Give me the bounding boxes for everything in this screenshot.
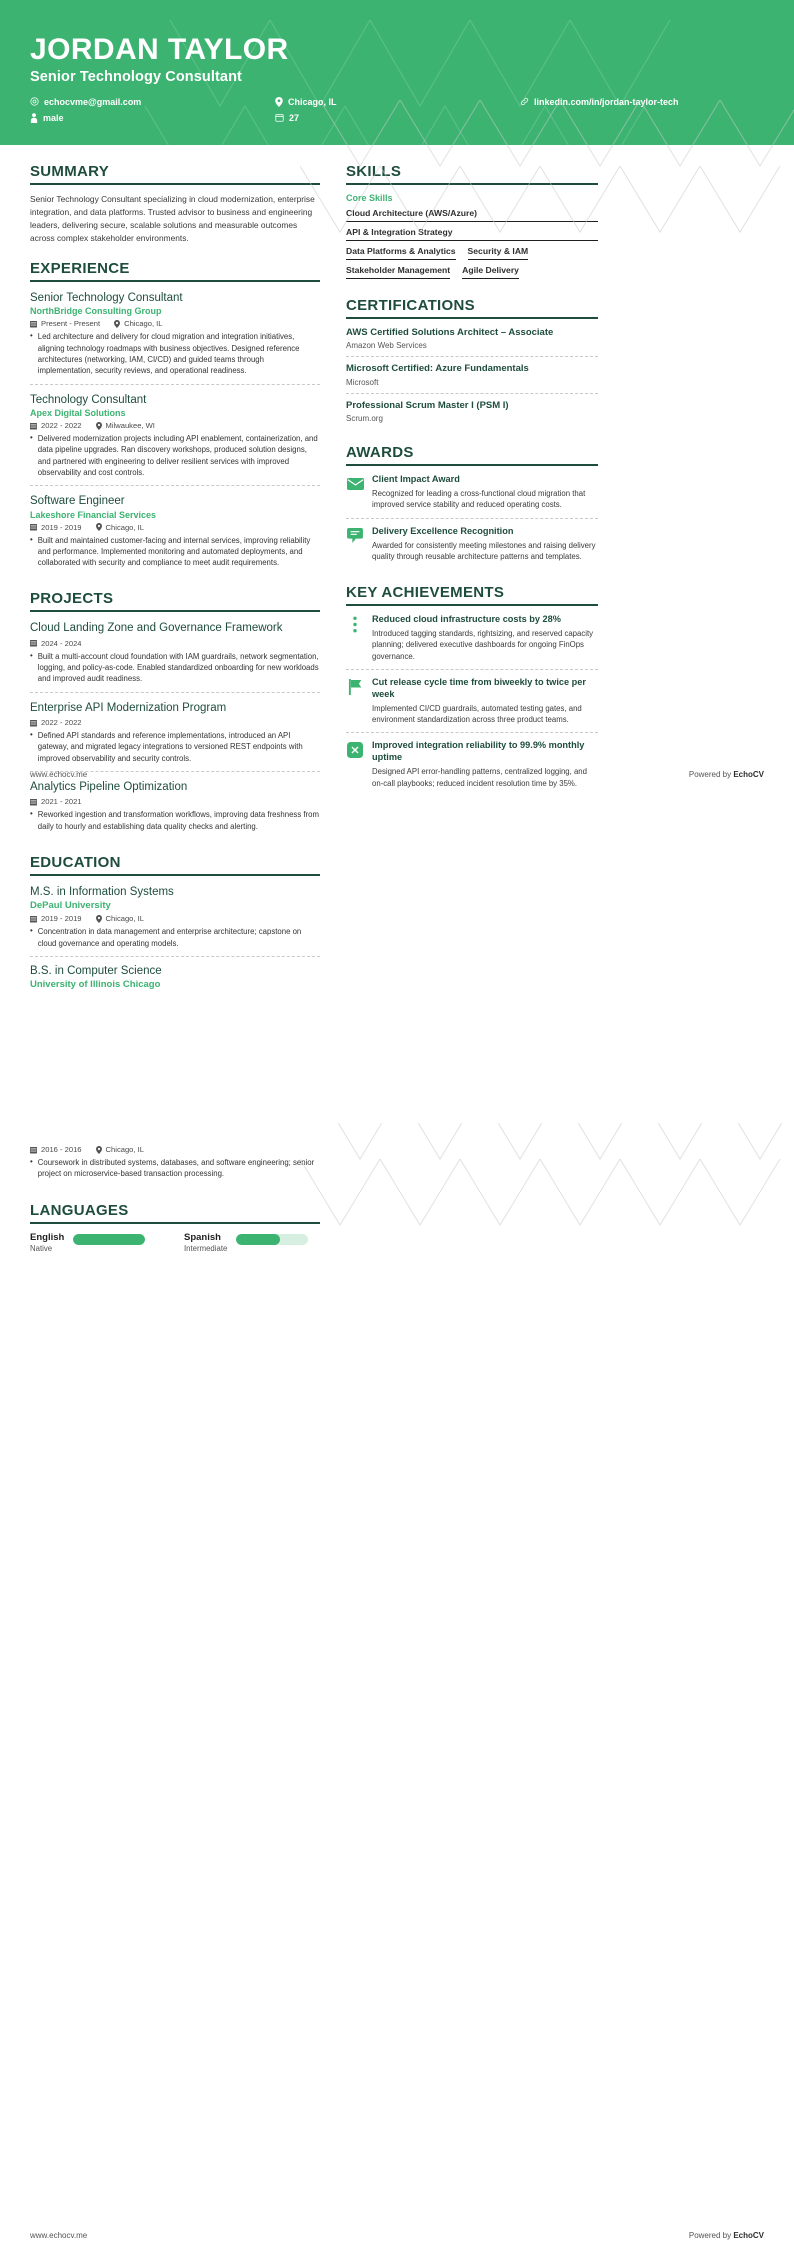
education-dates-value: 2016 - 2016: [41, 1145, 82, 1154]
project-dates: [30, 639, 82, 648]
experience-description: [30, 535, 320, 569]
award-name: Client Impact Award: [372, 474, 460, 485]
project-title: Cloud Landing Zone and Governance Framework: [30, 622, 283, 635]
left-column: [30, 145, 320, 1005]
footer-powered-prefix: Powered by: [688, 2231, 734, 2240]
certification-item: [346, 363, 598, 393]
experience-meta: [30, 523, 320, 532]
project-meta: [30, 797, 320, 806]
skill-chip: Data Platforms & Analytics: [346, 244, 456, 260]
certification-issuer: Scrum.org: [346, 414, 383, 424]
contact-location-value: Chicago, IL: [288, 96, 337, 107]
language-level: Intermediate: [184, 1243, 228, 1253]
education-institution: DePaul University: [30, 900, 111, 912]
experience-organization: NorthBridge Consulting Group: [30, 306, 162, 317]
project-title: Analytics Pipeline Optimization: [30, 780, 188, 793]
contact-location: [275, 97, 520, 107]
project-meta: [30, 639, 320, 648]
envelope-icon: [346, 475, 364, 493]
summary-heading: SUMMARY: [30, 163, 320, 185]
certifications-heading: CERTIFICATIONS: [346, 297, 598, 319]
footer-powered-brand: EchoCV: [733, 2231, 764, 2240]
link-icon: [520, 97, 529, 106]
project-meta: [30, 718, 320, 727]
skill-chip: Security & IAM: [468, 244, 529, 260]
education-meta: [30, 914, 320, 923]
education-description: [30, 926, 320, 949]
experience-location: [96, 421, 155, 430]
calendar-icon: [30, 719, 37, 727]
projects-heading: PROJECTS: [30, 590, 320, 612]
skill-chip: Stakeholder Management: [346, 263, 450, 279]
language-level: Native: [30, 1243, 53, 1253]
experience-dates-value: 2022 - 2022: [41, 421, 82, 430]
education-dates: [30, 914, 82, 923]
language-proficiency-bar: [73, 1234, 145, 1245]
experience-heading: EXPERIENCE: [30, 260, 320, 282]
key-achievement-item: [346, 740, 598, 796]
project-dates-value: 2024 - 2024: [41, 638, 82, 648]
language-item: [184, 1232, 320, 1253]
footer-powered-prefix: Powered by: [688, 770, 734, 779]
experience-description-text: Built and maintained customer-facing and internal services, improving reliability and performance. Implemented monitoring and automated deployments, and collaborated with security and compliance to meet audit requirements.: [37, 535, 311, 568]
experience-item: [30, 493, 320, 575]
contact-email[interactable]: [30, 97, 275, 107]
location-icon: [114, 320, 120, 328]
skills-heading: SKILLS: [346, 163, 598, 185]
footer-powered: [689, 770, 764, 779]
experience-location: [96, 523, 144, 532]
section-skills: [346, 163, 598, 282]
section-projects: [30, 590, 320, 839]
contact-email-value: echocvme@gmail.com: [44, 96, 142, 107]
location-icon: [96, 915, 102, 923]
calendar-icon: [30, 1146, 37, 1154]
education-item: [30, 1141, 320, 1187]
education-meta: [30, 1145, 320, 1154]
location-icon: [96, 422, 102, 430]
award-description: Awarded for consistently meeting milestones and raising delivery quality through reusable architecture patterns and templates.: [372, 540, 596, 561]
footer-site[interactable]: www.echocv.me: [30, 770, 88, 779]
education-location: [96, 1145, 144, 1154]
experience-dates-value: 2019 - 2019: [41, 522, 82, 532]
close-circle-icon: [346, 741, 364, 759]
award-item: [346, 526, 598, 570]
experience-meta: [30, 319, 320, 328]
certification-issuer: Microsoft: [346, 377, 379, 387]
certification-issuer: Amazon Web Services: [346, 341, 427, 351]
key-achievement-description: Introduced tagging standards, rightsizing, and reserved capacity planning; delivered executive dashboards for ongoing FinOps governance.: [372, 629, 594, 661]
flag-icon: [346, 678, 364, 696]
contact-linkedin-value: linkedin.com/in/jordan-taylor-tech: [534, 96, 679, 107]
key-achievement-item: [346, 614, 598, 670]
project-description: [30, 730, 320, 764]
project-dates-value: 2021 - 2021: [41, 797, 82, 807]
bullet-icon: •: [30, 433, 33, 442]
project-item: [30, 779, 320, 839]
project-description-text: Defined API standards and reference implementations, introduced an API gateway, and migrated legacy integrations to versioned REST endpoints with improved observability and security controls.: [37, 731, 303, 763]
certification-name: AWS Certified Solutions Architect – Associate: [346, 327, 554, 338]
skill-chip: API & Integration Strategy: [346, 225, 598, 241]
education-degree: M.S. in Information Systems: [30, 885, 174, 898]
bullet-icon: •: [30, 926, 33, 936]
section-languages: [30, 1202, 320, 1253]
contact-age-value: 27: [289, 112, 300, 123]
skill-chip: Cloud Architecture (AWS/Azure): [346, 206, 598, 222]
education-degree: B.S. in Computer Science: [30, 964, 162, 977]
experience-location-value: Chicago, IL: [105, 522, 144, 532]
section-education: [30, 854, 320, 990]
header-contact-list: [30, 97, 764, 123]
project-dates: [30, 797, 82, 806]
summary-text: Senior Technology Consultant specializing in cloud modernization, enterprise integration, and data platforms. Trusted advisor to business and engineering leaders, delivering secure, scalable solutions and measurable outcomes across complex stakeholder environments.: [30, 194, 315, 244]
footer-powered-brand: EchoCV: [733, 770, 764, 779]
skills-group-label: Core Skills: [346, 193, 393, 203]
languages-list: [30, 1232, 320, 1253]
key-achievement-item: [346, 677, 598, 734]
calendar-icon: [30, 422, 37, 430]
experience-location: [114, 319, 162, 328]
project-description: [30, 809, 320, 832]
experience-meta: [30, 421, 320, 430]
key-achievements-heading: KEY ACHIEVEMENTS: [346, 584, 598, 606]
education-dates-value: 2019 - 2019: [41, 914, 82, 924]
section-experience: [30, 260, 320, 575]
award-description: Recognized for leading a cross-functional cloud migration that improved service stability and reduced operating costs.: [372, 488, 586, 510]
section-key-achievements: [346, 584, 598, 796]
experience-location-value: Chicago, IL: [124, 319, 163, 329]
project-dates-value: 2022 - 2022: [41, 718, 82, 728]
experience-dates: [30, 421, 82, 430]
section-education-continued: [30, 1141, 320, 1187]
page-title: JORDAN TAYLOR: [30, 33, 289, 66]
education-item: [30, 884, 320, 957]
bullet-icon: •: [30, 650, 33, 660]
footer-site[interactable]: www.echocv.me: [30, 2231, 88, 2240]
experience-location-value: Milwaukee, WI: [105, 421, 155, 430]
skill-chip: Agile Delivery: [462, 263, 519, 279]
person-icon: [30, 113, 38, 123]
project-title: Enterprise API Modernization Program: [30, 701, 227, 714]
section-awards: [346, 444, 598, 569]
language-name: English: [30, 1231, 65, 1243]
project-dates: [30, 718, 82, 727]
certification-name: Microsoft Certified: Azure Fundamentals: [346, 363, 529, 375]
education-dates: [30, 1145, 82, 1154]
section-summary: [30, 163, 320, 245]
bullet-icon: •: [30, 809, 33, 819]
experience-dates: [30, 523, 82, 532]
calendar-icon: [30, 798, 37, 806]
experience-description: [30, 331, 320, 376]
award-item: [346, 474, 598, 519]
left-column-page2: [30, 1123, 320, 1268]
experience-dates: [30, 319, 100, 328]
language-item: [30, 1232, 166, 1253]
chat-bubble-icon: [346, 527, 364, 545]
project-description: [30, 651, 320, 685]
project-description-text: Built a multi-account cloud foundation with IAM guardrails, network segmentation, logging, and policy-as-code. Enabled standardized onboarding for new workloads and improved audit readiness.: [37, 651, 319, 684]
resume-page-2: [0, 1123, 794, 2246]
certification-name: Professional Scrum Master I (PSM I): [346, 399, 509, 411]
awards-heading: AWARDS: [346, 444, 598, 466]
location-icon: [275, 97, 283, 107]
project-description-text: Reworked ingestion and transformation workflows, improving data freshness from daily to hourly and establishing data quality checks and alerting.: [37, 810, 319, 831]
education-item-partial: [30, 964, 320, 990]
experience-title: Software Engineer: [30, 495, 125, 508]
language-proficiency-bar: [236, 1234, 308, 1245]
key-achievement-description: Designed API error-handling patterns, centralized logging, and on-call playbooks; reduced incident resolution time by 35%.: [372, 767, 587, 788]
resume-body: [0, 145, 794, 1005]
dots-vertical-icon: [346, 615, 364, 633]
education-institution: University of Illinois Chicago: [30, 979, 161, 991]
footer-powered: [689, 2231, 764, 2240]
education-description: [30, 1157, 320, 1180]
experience-item: [30, 392, 320, 487]
location-icon: [96, 1146, 102, 1154]
key-achievement-name: Improved integration reliability to 99.9% monthly uptime: [372, 740, 585, 763]
section-certifications: [346, 297, 598, 429]
email-icon: [30, 97, 39, 106]
education-location-value: Chicago, IL: [105, 914, 144, 924]
experience-description-text: Led architecture and delivery for cloud migration and integration initiatives, aligning technology roadmaps with business objectives. Designed reference architectures (networking, IAM, CI/CD) and guided teams through implementation, security reviews, and operational readiness.: [37, 332, 300, 376]
experience-description-text: Delivered modernization projects including API enablement, containerization, and data pipeline upgrades. Ran discovery workshops, produced solution designs, and partnered with engineering to deliver resilient services with improved observability and cost controls.: [37, 434, 318, 477]
resume-body-page2: [0, 1123, 794, 1268]
project-item: [30, 700, 320, 772]
contact-linkedin[interactable]: [520, 97, 764, 107]
key-achievement-name: Reduced cloud infrastructure costs by 28%: [372, 614, 561, 625]
key-achievement-description: Implemented CI/CD guardrails, automated testing gates, and environment standardization across three product teams.: [372, 703, 582, 725]
contact-gender: [30, 113, 275, 123]
resume-header: [0, 0, 794, 145]
calendar-icon: [30, 320, 37, 328]
page-footer: [30, 2231, 764, 2246]
contact-age: [275, 113, 520, 123]
experience-organization: Apex Digital Solutions: [30, 408, 126, 418]
right-column-page2: [346, 1123, 598, 1141]
bullet-icon: •: [30, 331, 33, 341]
calendar-icon: [275, 113, 284, 122]
education-description-text: Concentration in data management and enterprise architecture; capstone on cloud governance and operating models.: [37, 927, 302, 948]
language-name: Spanish: [184, 1231, 221, 1243]
bullet-icon: •: [30, 1157, 33, 1166]
skills-list: [346, 206, 598, 282]
calendar-icon: [30, 915, 37, 923]
project-item: [30, 620, 320, 692]
calendar-icon: [30, 639, 37, 647]
location-icon: [96, 523, 102, 531]
award-name: Delivery Excellence Recognition: [372, 525, 514, 536]
header-job-title: Senior Technology Consultant: [30, 68, 242, 85]
experience-title: Technology Consultant: [30, 393, 147, 406]
experience-description: [30, 433, 320, 478]
experience-dates-value: Present - Present: [41, 319, 101, 329]
calendar-icon: [30, 523, 37, 531]
bullet-icon: •: [30, 730, 33, 740]
experience-organization: Lakeshore Financial Services: [30, 509, 157, 520]
education-description-text: Coursework in distributed systems, databases, and software engineering; senior project on microservice-based transaction processing.: [37, 1158, 315, 1179]
experience-title: Senior Technology Consultant: [30, 292, 183, 305]
contact-gender-value: male: [43, 112, 64, 123]
education-location: [96, 914, 144, 923]
bullet-icon: •: [30, 534, 33, 544]
certification-item: [346, 327, 598, 357]
page-footer: [30, 770, 764, 785]
education-heading: EDUCATION: [30, 854, 320, 876]
key-achievement-name: Cut release cycle time from biweekly to twice per week: [372, 676, 586, 699]
languages-heading: LANGUAGES: [30, 1202, 320, 1224]
right-column: [346, 145, 598, 811]
certification-item: [346, 400, 598, 429]
education-location-value: Chicago, IL: [105, 1145, 144, 1154]
experience-item: [30, 290, 320, 385]
